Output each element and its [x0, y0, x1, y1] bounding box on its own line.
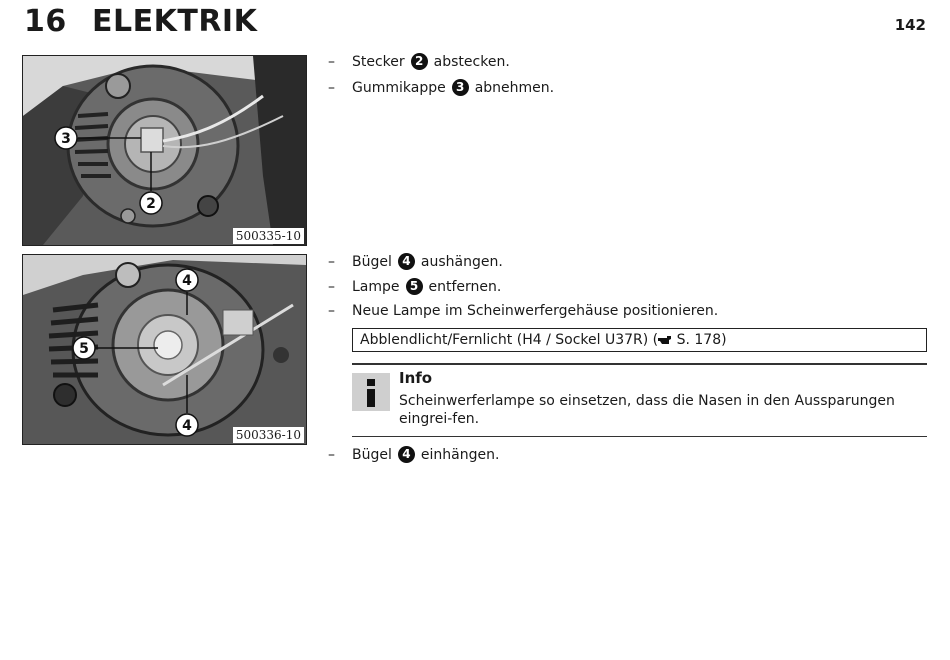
svg-text:4: 4: [182, 418, 192, 434]
callout-badge: 2: [411, 53, 428, 70]
info-bottom-rule: [352, 436, 927, 437]
step-text: Gummikappe: [352, 79, 446, 96]
step-text: entfernen.: [428, 278, 502, 295]
svg-text:3: 3: [61, 131, 71, 147]
svg-text:4: 4: [182, 273, 192, 289]
step-text: abnehmen.: [474, 79, 555, 96]
headlight-photo-1: [23, 56, 306, 245]
figure-code: 500336-10: [233, 427, 304, 443]
page-number: 142: [894, 16, 926, 34]
step-dash: –: [328, 253, 335, 270]
step-text: Bügel: [352, 253, 392, 270]
step-position-new-lamp: [328, 303, 718, 319]
step-dash: –: [328, 278, 335, 295]
info-icon: [352, 373, 390, 411]
step-text: Bügel: [352, 446, 392, 463]
step-text: Stecker: [352, 53, 405, 70]
chapter-title: ELEKTRIK: [92, 4, 258, 39]
info-title: Info: [399, 369, 433, 387]
reference-page-link[interactable]: S. 178): [676, 332, 727, 348]
lamp-reference-box: [352, 328, 927, 352]
reference-text: Abblendlicht/Fernlicht (H4 / Sockel U37R) (: [360, 332, 659, 348]
step-remove-rubber-cap: [328, 79, 554, 96]
step-dash: –: [328, 79, 335, 96]
step-unhook-bracket: [328, 253, 503, 270]
step-text: einhängen.: [420, 446, 500, 463]
callout-badge: 5: [406, 278, 423, 295]
figure-code: 500335-10: [233, 228, 304, 244]
step-dash: –: [328, 53, 335, 70]
callout-badge: 4: [398, 446, 415, 463]
step-hook-bracket: [328, 446, 499, 463]
step-text: Neue Lampe im Scheinwerfergehäuse positionieren.: [352, 303, 719, 319]
info-text: Scheinwerferlampe so einsetzen, dass die Nasen in den Aussparungen eingrei-fen.: [399, 393, 895, 427]
info-top-rule: [352, 363, 927, 365]
step-text: abstecken.: [433, 53, 510, 70]
step-text: aushängen.: [420, 253, 503, 270]
pointing-hand-icon: [658, 335, 672, 345]
step-dash: –: [328, 446, 335, 463]
step-remove-lamp: [328, 278, 501, 295]
step-text: Lampe: [352, 278, 400, 295]
svg-text:5: 5: [79, 341, 89, 357]
figure-headlight-rear-1: [22, 55, 307, 246]
chapter-number: 16: [24, 4, 67, 39]
step-dash: –: [328, 303, 335, 319]
callout-badge: 3: [452, 79, 469, 96]
figure-headlight-rear-2: [22, 254, 307, 445]
step-disconnect-plug: [328, 53, 510, 70]
headlight-photo-2: [23, 255, 306, 444]
callout-badge: 4: [398, 253, 415, 270]
svg-text:2: 2: [146, 196, 156, 212]
